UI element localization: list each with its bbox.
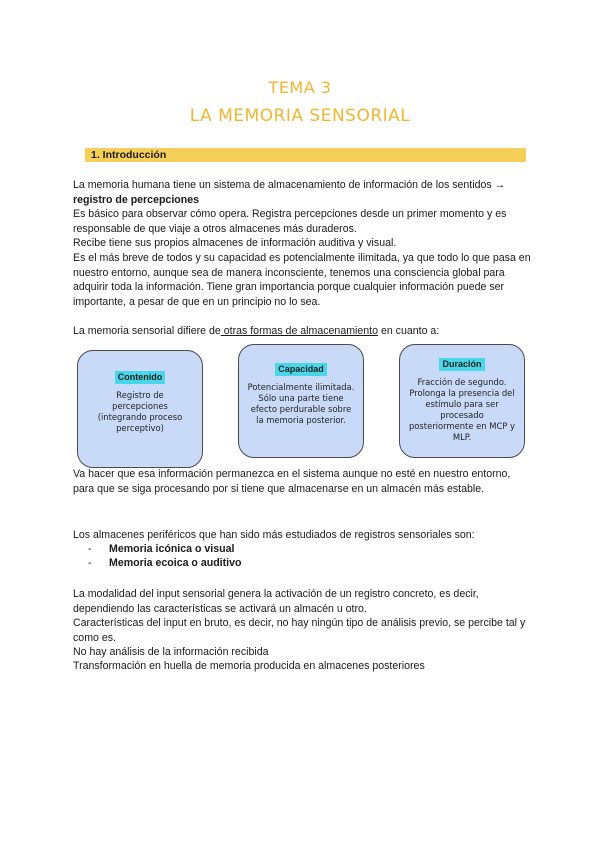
card-tag: Duración (439, 358, 484, 371)
bullet-label: Memoria icónica o visual (109, 543, 235, 555)
card-body: Registro de percepciones (integrando proceso perceptivo) (97, 390, 183, 433)
after-paragraph-1: Va hacer que esa información permanezca en el sistema aunque no esté en nuestro entorno, para que se siga procesando por si tiene que almacenarse en un almacén más estable. (73, 468, 511, 495)
card-contenido (77, 350, 203, 468)
p5-after: en cuanto a: (378, 325, 440, 337)
intro-paragraph-2: Es básico para observar cómo opera. Registra percepciones desde un primer momento y es responsable de que viaje a otros almacenes más duraderos. (73, 208, 507, 235)
after-paragraph-6: Transformación en huella de memoria producida en almacenes posteriores (73, 660, 425, 672)
after-paragraph-4: Características del input en bruto, es decir, no hay ningún tipo de análisis previo, se percibe tal y como es. (73, 617, 526, 644)
section-heading-introduccion (85, 148, 526, 162)
p5-underlined: otras formas de almacenamiento (220, 325, 379, 337)
title-line-2: LA MEMORIA SENSORIAL (189, 106, 411, 126)
section-heading-label: 1. Introducción (91, 149, 167, 161)
title-line-1: TEMA 3 (268, 78, 332, 97)
intro-paragraph-5 (73, 324, 533, 339)
intro-paragraph-4: Es el más breve de todos y su capacidad es potencialmente ilimitada, ya que todo lo que pasa en nuestro entorno, aunque sea de manera inconsciente, tenemos una consciencia global para adquirir toda la información. Tiene gran importancia porque cualquier información puede ser importante, a pesar de que en un principio no lo sea. (73, 252, 531, 308)
card-tag: Contenido (115, 371, 166, 384)
p5-before: La memoria sensorial difiere de (73, 325, 221, 337)
card-body: Fracción de segundo. Prolonga la presencia del estímulo para ser procesado posteriormente en MCP y MLP. (408, 377, 515, 442)
after-paragraph-5: No hay análisis de la información recibida (73, 646, 269, 658)
card-duracion (399, 344, 525, 458)
card-body: Potencialmente ilimitada. Sólo una parte tiene efecto perdurable sobre la memoria posterior. (247, 382, 355, 425)
card-tag: Capacidad (275, 363, 327, 376)
bullet-marker: - (88, 557, 92, 569)
intro-p1-bold: registro de percepciones (73, 193, 199, 206)
intro-paragraph-1 (73, 178, 533, 207)
bullet-marker: - (88, 543, 92, 555)
intro-p1-text: La memoria humana tiene un sistema de almacenamiento de información de los sentidos → (73, 179, 506, 191)
bullet-label: Memoria ecoica o auditivo (109, 557, 242, 569)
card-capacidad (238, 344, 364, 458)
after-paragraph-2: Los almacenes periféricos que han sido más estudiados de registros sensoriales son: (73, 529, 475, 541)
intro-paragraph-3: Recibe tiene sus propios almacenes de información auditiva y visual. (73, 237, 397, 249)
after-paragraph-3: La modalidad del input sensorial genera la activación de un registro concreto, es decir, dependiendo las características se activará un almacén u otro. (73, 588, 479, 615)
